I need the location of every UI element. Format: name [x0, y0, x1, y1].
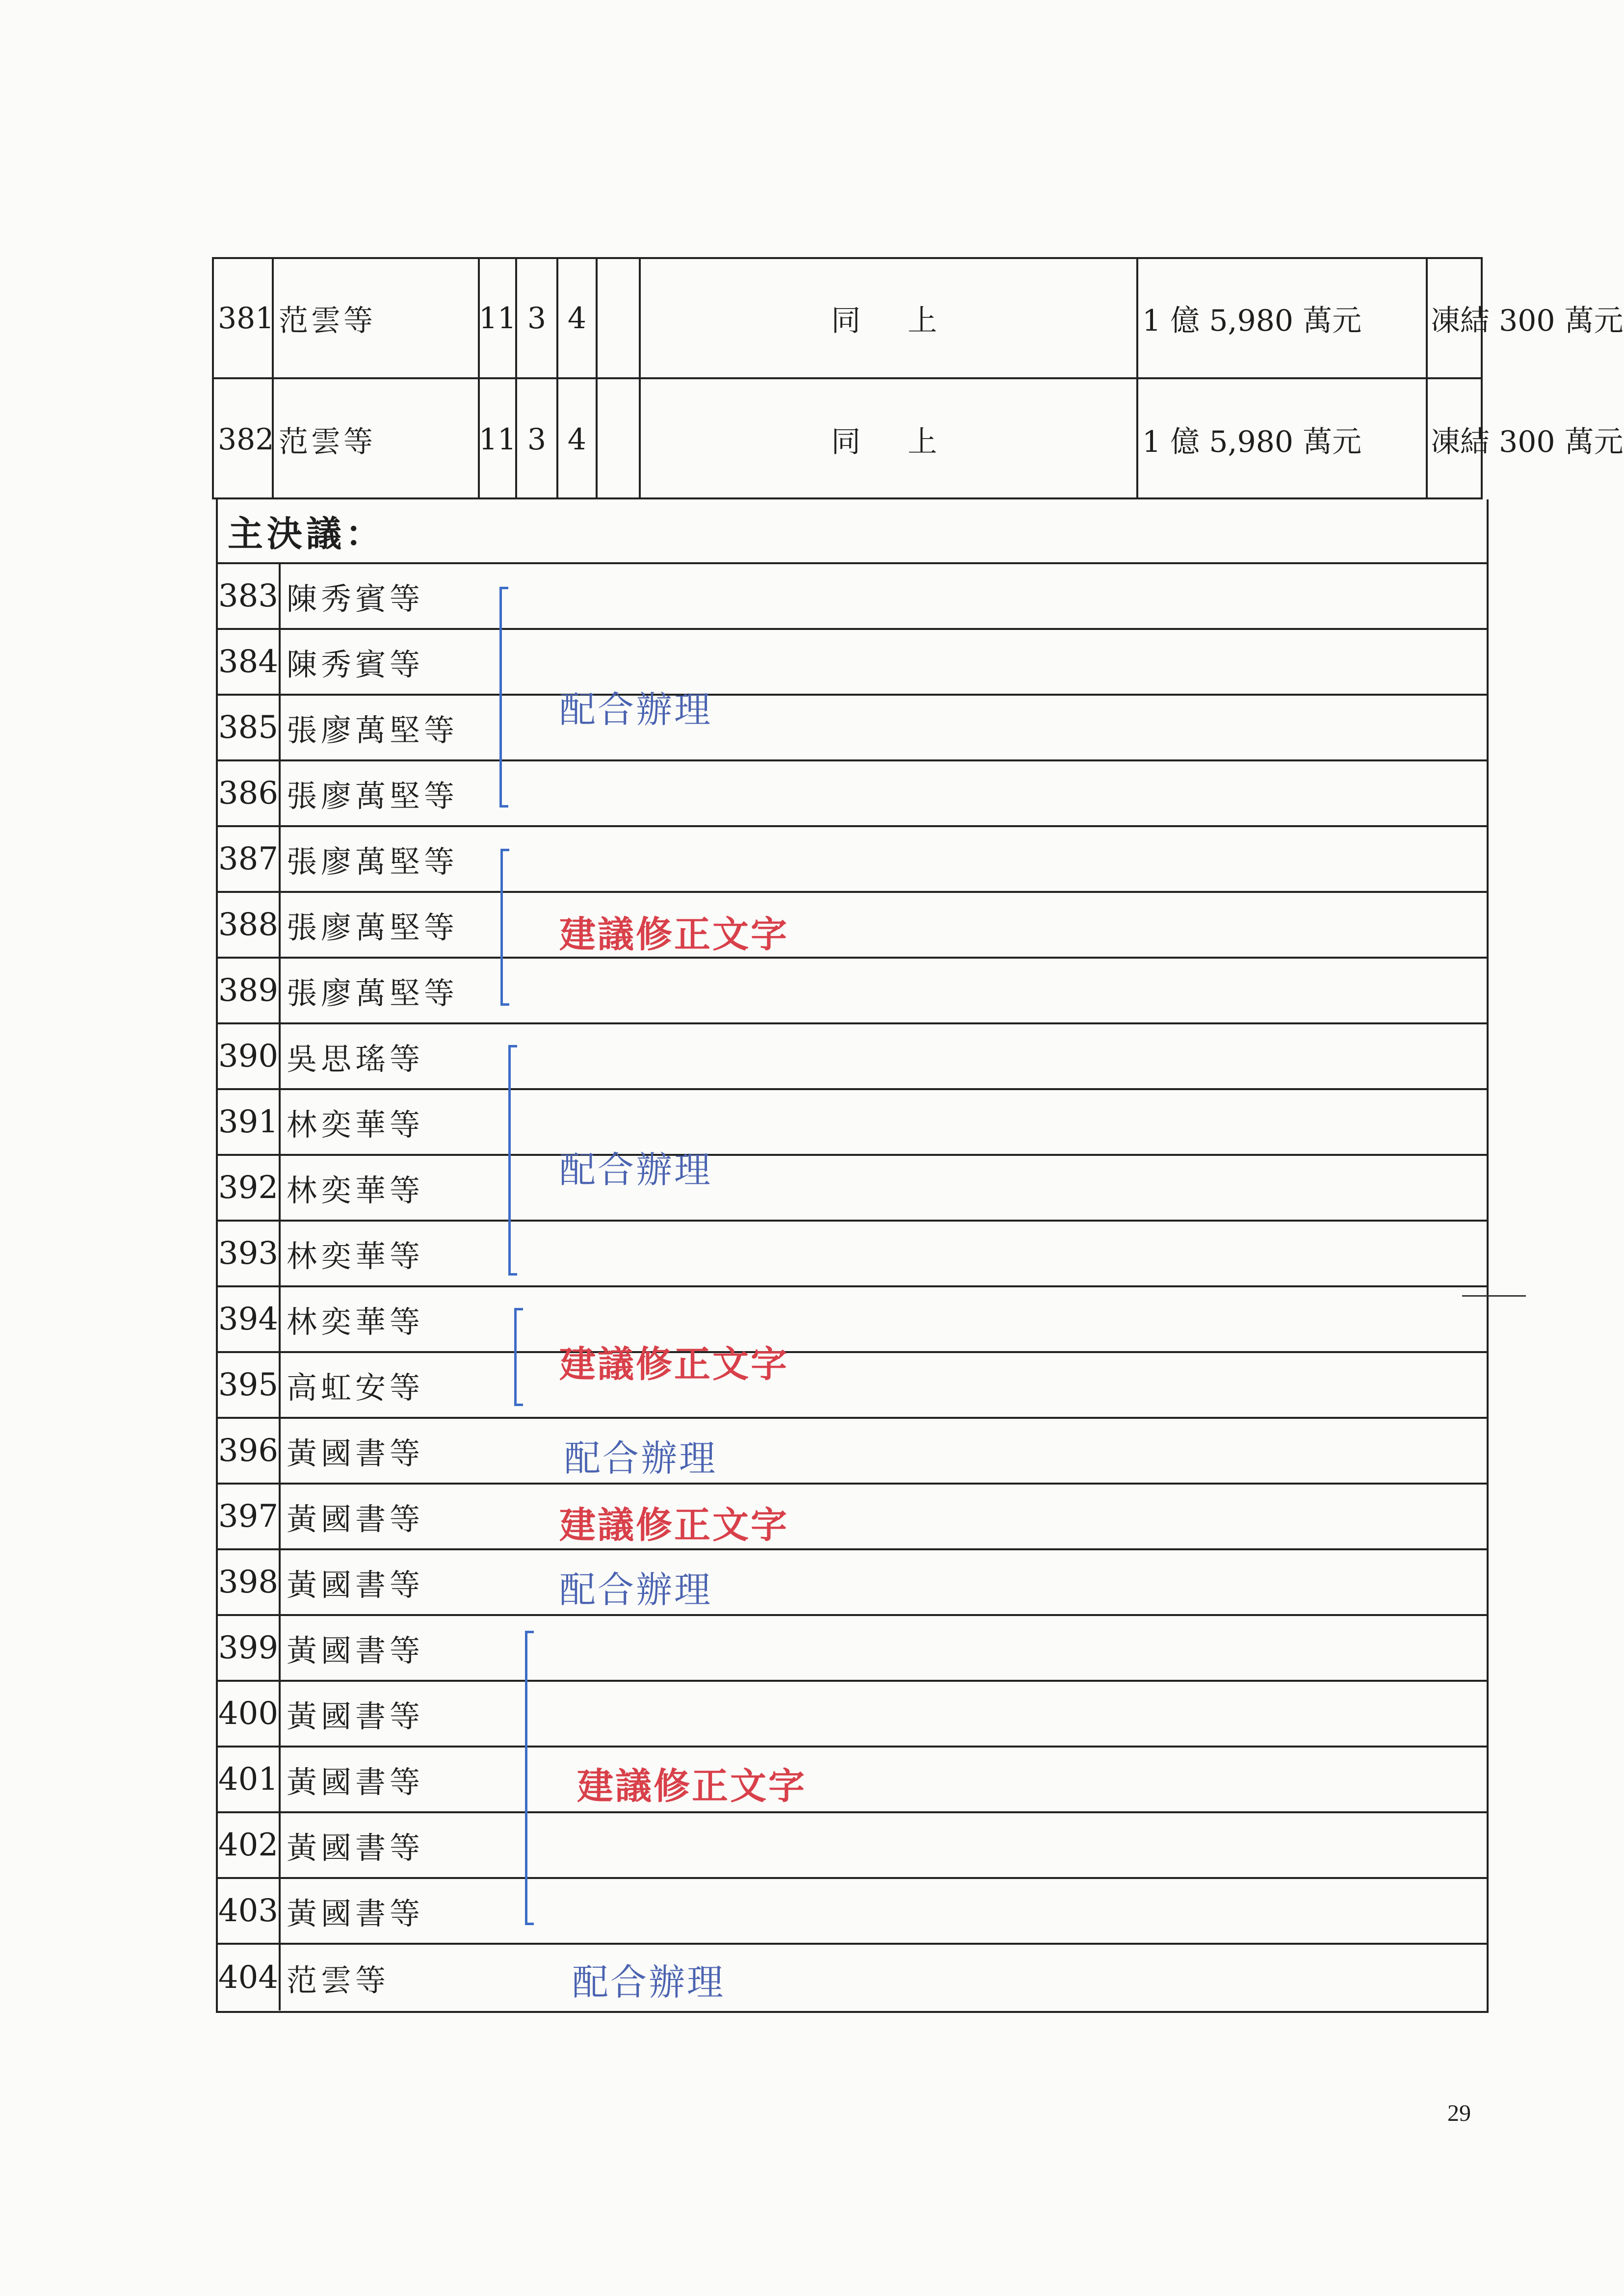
proposer-name: 張廖萬堅等 [287, 975, 459, 1011]
annotation-note: 配合辦理 [559, 689, 712, 731]
row-number: 386 [218, 761, 281, 825]
list-row [218, 827, 1487, 893]
proposer-name: 黃國書等 [287, 1501, 424, 1537]
proposer-name: 陳秀賓等 [287, 580, 424, 617]
bracket-mark [514, 1308, 525, 1406]
resolution-table [216, 499, 1489, 2013]
list-row [218, 1222, 1487, 1287]
description: 同 上 [831, 303, 946, 338]
row-number: 388 [218, 893, 281, 957]
list-row [218, 1945, 1487, 2010]
list-row [218, 564, 1487, 630]
proposer-name: 范雲等 [287, 1962, 390, 1998]
row-number: 391 [218, 1090, 281, 1154]
list-row [218, 696, 1487, 761]
list-row [218, 1616, 1487, 1682]
row-number: 395 [218, 1353, 281, 1417]
row-number: 385 [218, 696, 281, 759]
list-row [218, 959, 1487, 1024]
code-3: 4 [567, 301, 587, 336]
list-row [218, 1813, 1487, 1879]
annotation-note: 配合辦理 [564, 1437, 717, 1480]
row-number: 400 [218, 1682, 281, 1746]
code-1: 11 [478, 422, 517, 457]
bracket-mark [499, 587, 511, 808]
bracket-mark [525, 1631, 536, 1925]
list-row [218, 1353, 1487, 1419]
list-row [218, 1419, 1487, 1485]
row-number: 401 [218, 1748, 281, 1811]
code-1: 11 [478, 301, 517, 336]
proposer-name: 范雲等 [279, 303, 376, 338]
budget-table [212, 257, 1624, 499]
proposer-name: 張廖萬堅等 [287, 909, 459, 945]
proposer-name: 林奕華等 [287, 1304, 424, 1340]
list-row [218, 1287, 1487, 1353]
proposer-name: 黃國書等 [287, 1435, 424, 1471]
row-number: 381 [218, 301, 274, 336]
row-number: 398 [218, 1550, 281, 1614]
row-number: 384 [218, 630, 281, 694]
result: 凍結 300 萬元 [1431, 303, 1624, 338]
description: 同 上 [831, 424, 946, 459]
proposer-name: 吳思瑤等 [287, 1041, 424, 1077]
row-number: 396 [218, 1419, 281, 1483]
row-number: 382 [218, 422, 274, 457]
code-3: 4 [567, 422, 587, 457]
amount: 1 億 5,980 萬元 [1142, 303, 1362, 338]
list-row [218, 1485, 1487, 1550]
bracket-mark [508, 1045, 520, 1276]
row-number: 399 [218, 1616, 281, 1680]
bracket-mark [500, 849, 512, 1006]
table-row [214, 259, 1624, 379]
list-row [218, 1682, 1487, 1748]
proposer-name: 張廖萬堅等 [287, 843, 459, 880]
row-number: 389 [218, 959, 281, 1022]
table-row [214, 379, 1624, 499]
row-number: 397 [218, 1485, 281, 1548]
list-row [218, 1090, 1487, 1156]
amount: 1 億 5,980 萬元 [1142, 424, 1362, 459]
proposer-name: 黃國書等 [287, 1566, 424, 1603]
list-row [218, 1550, 1487, 1616]
proposer-name: 林奕華等 [287, 1238, 424, 1274]
annotation-note: 建議修正文字 [559, 1343, 789, 1385]
annotation-note: 建議修正文字 [559, 913, 789, 956]
proposer-name: 林奕華等 [287, 1106, 424, 1143]
result: 凍結 300 萬元 [1431, 424, 1624, 459]
row-number: 393 [218, 1222, 281, 1285]
code-2: 3 [527, 422, 547, 457]
annotation-note: 配合辦理 [559, 1569, 712, 1611]
proposer-name: 黃國書等 [287, 1764, 424, 1800]
list-row [218, 761, 1487, 827]
list-row [218, 1024, 1487, 1090]
row-number: 394 [218, 1287, 281, 1351]
proposer-name: 張廖萬堅等 [287, 778, 459, 814]
row-number: 392 [218, 1156, 281, 1220]
proposer-name: 黃國書等 [287, 1895, 424, 1931]
proposer-name: 張廖萬堅等 [287, 712, 459, 748]
proposer-name: 陳秀賓等 [287, 646, 424, 682]
row-number: 403 [218, 1879, 281, 1943]
annotation-note: 建議修正文字 [559, 1504, 789, 1546]
list-row [218, 893, 1487, 959]
section-title: 主決議： [218, 499, 1487, 564]
page-number: 29 [1447, 2100, 1471, 2126]
list-row [218, 1156, 1487, 1222]
proposer-name: 黃國書等 [287, 1829, 424, 1866]
annotation-note: 配合辦理 [559, 1149, 712, 1191]
row-number: 390 [218, 1024, 281, 1088]
list-row [218, 630, 1487, 696]
row-number: 387 [218, 827, 281, 891]
proposer-name: 高虹安等 [287, 1369, 424, 1406]
list-row [218, 1879, 1487, 1945]
proposer-name: 范雲等 [279, 424, 376, 459]
proposer-name: 林奕華等 [287, 1172, 424, 1208]
row-number: 402 [218, 1813, 281, 1877]
row-number: 404 [218, 1945, 281, 2010]
proposer-name: 黃國書等 [287, 1698, 424, 1734]
proposer-name: 黃國書等 [287, 1632, 424, 1669]
scan-artifact-line [1462, 1295, 1526, 1297]
code-2: 3 [527, 301, 547, 336]
annotation-note: 配合辦理 [572, 1961, 725, 2004]
row-number: 383 [218, 564, 281, 628]
annotation-note: 建議修正文字 [577, 1765, 807, 1807]
list-row [218, 1748, 1487, 1813]
